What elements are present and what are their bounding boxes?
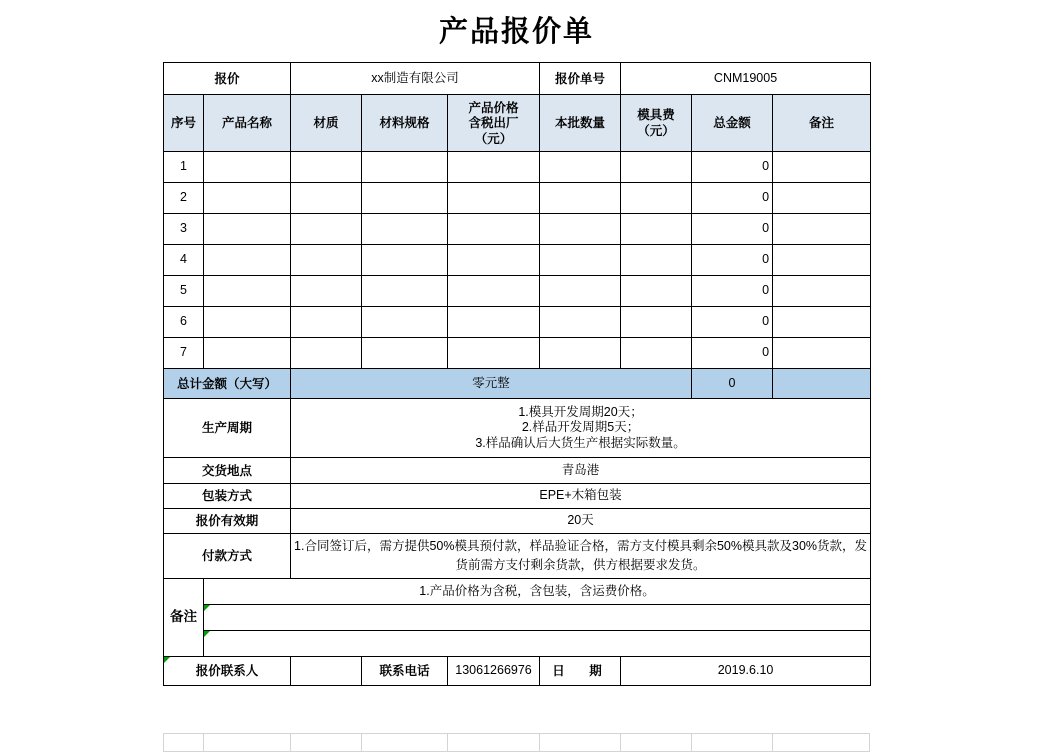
contact-person-value[interactable] xyxy=(291,657,362,686)
production-cycle-value xyxy=(291,399,871,458)
cell-product-name[interactable] xyxy=(204,276,291,307)
cell-material-spec[interactable] xyxy=(362,152,448,183)
cell-product-name[interactable] xyxy=(204,245,291,276)
cell-product-name[interactable] xyxy=(204,214,291,245)
cell-price[interactable] xyxy=(448,307,540,338)
remarks-row-2 xyxy=(164,605,871,631)
cell-total[interactable]: 0 xyxy=(692,276,773,307)
packing-label: 包装方式 xyxy=(164,484,291,509)
price-header-line-3: （元） xyxy=(474,130,513,146)
production-cycle-line-3: 3.样品确认后大货生产根据实际数量。 xyxy=(475,435,686,450)
quote-info-row xyxy=(164,63,871,95)
table-row xyxy=(164,214,871,245)
cell-material[interactable] xyxy=(291,152,362,183)
cell-material[interactable] xyxy=(291,307,362,338)
price-header-line-1: 产品价格 xyxy=(468,99,519,115)
production-cycle-line-1: 1.模具开发周期20天； xyxy=(518,404,643,419)
cell-total[interactable]: 0 xyxy=(692,307,773,338)
table-row xyxy=(164,307,871,338)
company-name: xx制造有限公司 xyxy=(291,63,540,95)
phone-value[interactable]: 13061266976 xyxy=(448,657,540,686)
quote-label: 报价 xyxy=(164,63,291,95)
table-row xyxy=(164,245,871,276)
remarks-line-2[interactable] xyxy=(204,605,871,631)
quotation-sheet xyxy=(163,0,870,686)
cell-total[interactable]: 0 xyxy=(692,214,773,245)
packing-value: EPE+木箱包装 xyxy=(291,484,871,509)
cell-material[interactable] xyxy=(291,338,362,369)
cell-remark[interactable] xyxy=(773,276,871,307)
cell-price[interactable] xyxy=(448,338,540,369)
cell-mold-fee[interactable] xyxy=(621,338,692,369)
table-header-row xyxy=(164,95,871,152)
cell-index[interactable]: 7 xyxy=(164,338,204,369)
price-header-line-2: 含税出厂 xyxy=(468,115,519,131)
cell-product-name[interactable] xyxy=(204,338,291,369)
column-header-remark: 备注 xyxy=(773,95,871,152)
column-header-quantity: 本批数量 xyxy=(540,95,621,152)
cell-price[interactable] xyxy=(448,245,540,276)
cell-remark[interactable] xyxy=(773,245,871,276)
cell-index[interactable]: 1 xyxy=(164,152,204,183)
cell-product-name[interactable] xyxy=(204,183,291,214)
mold-header-line-1: 模具费 xyxy=(637,107,675,123)
table-row xyxy=(164,276,871,307)
cell-quantity[interactable] xyxy=(540,338,621,369)
cell-mold-fee[interactable] xyxy=(621,307,692,338)
cell-mold-fee[interactable] xyxy=(621,152,692,183)
production-cycle-label: 生产周期 xyxy=(164,399,291,458)
cell-index[interactable]: 5 xyxy=(164,276,204,307)
date-value[interactable]: 2019.6.10 xyxy=(621,657,871,686)
mold-header-line-2: （元） xyxy=(637,123,675,138)
cell-remark[interactable] xyxy=(773,338,871,369)
column-header-index: 序号 xyxy=(164,95,204,152)
cell-remark[interactable] xyxy=(773,183,871,214)
cell-total[interactable]: 0 xyxy=(692,245,773,276)
cell-quantity[interactable] xyxy=(540,307,621,338)
cell-mold-fee[interactable] xyxy=(621,183,692,214)
cell-index[interactable]: 2 xyxy=(164,183,204,214)
packing-row xyxy=(164,484,871,509)
cell-mold-fee[interactable] xyxy=(621,276,692,307)
cell-quantity[interactable] xyxy=(540,245,621,276)
payment-value: 1.合同签订后，需方提供50%模具预付款，样品验证合格，需方支付模具剩余50%模具款及30%货款，发货前需方支付剩余货款，供方根据要求发货。 xyxy=(291,534,871,579)
column-header-mold-fee xyxy=(621,95,692,152)
page-title: 产品报价单 xyxy=(163,0,870,62)
quote-no-label: 报价单号 xyxy=(540,63,621,95)
remarks-label: 备注 xyxy=(164,579,204,657)
cell-quantity[interactable] xyxy=(540,276,621,307)
cell-index[interactable]: 3 xyxy=(164,214,204,245)
table-row xyxy=(164,338,871,369)
column-header-material: 材质 xyxy=(291,95,362,152)
payment-label: 付款方式 xyxy=(164,534,291,579)
delivery-place-label: 交货地点 xyxy=(164,458,291,484)
cell-remark[interactable] xyxy=(773,307,871,338)
cell-quantity[interactable] xyxy=(540,152,621,183)
cell-price[interactable] xyxy=(448,152,540,183)
remarks-row-3 xyxy=(164,631,871,657)
cell-material[interactable] xyxy=(291,183,362,214)
cell-quantity[interactable] xyxy=(540,183,621,214)
grand-total-words: 零元整 xyxy=(291,369,692,399)
quote-no-value: CNM19005 xyxy=(621,63,871,95)
cell-price[interactable] xyxy=(448,214,540,245)
validity-row xyxy=(164,509,871,534)
contact-person-label: 报价联系人 xyxy=(164,657,291,686)
remarks-row-1 xyxy=(164,579,871,605)
cell-quantity[interactable] xyxy=(540,214,621,245)
cell-material-spec[interactable] xyxy=(362,338,448,369)
table-row xyxy=(164,183,871,214)
production-cycle-line-2: 2.样品开发周期5天； xyxy=(521,420,640,435)
cell-total[interactable]: 0 xyxy=(692,338,773,369)
cell-material-spec[interactable] xyxy=(362,214,448,245)
remarks-line-1[interactable]: 1.产品价格为含税，含包装，含运费价格。 xyxy=(204,579,871,605)
cell-material[interactable] xyxy=(291,214,362,245)
cell-material[interactable] xyxy=(291,245,362,276)
grand-total-amount: 0 xyxy=(692,369,773,399)
cell-index[interactable]: 4 xyxy=(164,245,204,276)
cell-material-spec[interactable] xyxy=(362,276,448,307)
phone-label: 联系电话 xyxy=(362,657,448,686)
delivery-place-value: 青岛港 xyxy=(291,458,871,484)
cell-product-name[interactable] xyxy=(204,307,291,338)
remarks-line-3[interactable] xyxy=(204,631,871,657)
grand-total-row xyxy=(164,369,871,399)
quotation-table xyxy=(163,62,871,686)
cell-index[interactable]: 6 xyxy=(164,307,204,338)
column-header-material-spec: 材料规格 xyxy=(362,95,448,152)
cell-total[interactable]: 0 xyxy=(692,152,773,183)
cell-material-spec[interactable] xyxy=(362,245,448,276)
production-cycle-row xyxy=(164,399,871,458)
payment-row xyxy=(164,534,871,579)
delivery-place-row xyxy=(164,458,871,484)
column-header-product-name: 产品名称 xyxy=(204,95,291,152)
validity-value: 20天 xyxy=(291,509,871,534)
table-row xyxy=(164,152,871,183)
cell-material-spec[interactable] xyxy=(362,307,448,338)
footer-contact-row xyxy=(164,657,871,686)
cell-remark[interactable] xyxy=(773,214,871,245)
cell-material[interactable] xyxy=(291,276,362,307)
cell-total[interactable]: 0 xyxy=(692,183,773,214)
cell-material-spec[interactable] xyxy=(362,183,448,214)
grand-total-remark xyxy=(773,369,871,399)
cell-product-name[interactable] xyxy=(204,152,291,183)
cell-price[interactable] xyxy=(448,183,540,214)
validity-label: 报价有效期 xyxy=(164,509,291,534)
grand-total-label: 总计金额（大写） xyxy=(164,369,291,399)
column-header-price xyxy=(448,95,540,152)
cell-mold-fee[interactable] xyxy=(621,214,692,245)
cell-mold-fee[interactable] xyxy=(621,245,692,276)
cell-price[interactable] xyxy=(448,276,540,307)
date-label: 日 期 xyxy=(540,657,621,686)
column-header-total-amount: 总金额 xyxy=(692,95,773,152)
cell-remark[interactable] xyxy=(773,152,871,183)
